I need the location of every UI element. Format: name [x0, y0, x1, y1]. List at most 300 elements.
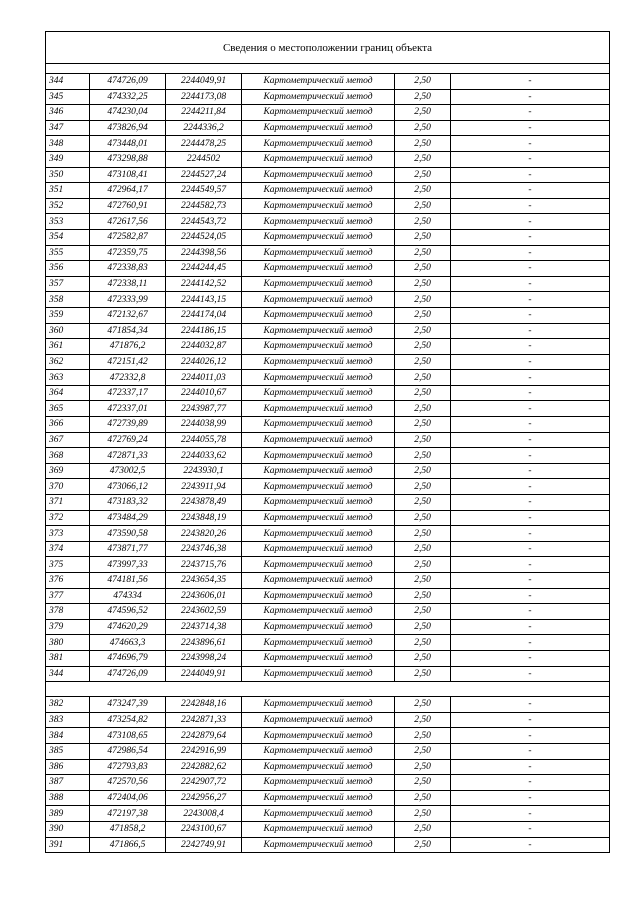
precision-cell: 2,50 [395, 370, 451, 386]
precision-cell: 2,50 [395, 214, 451, 230]
description-cell: - [451, 557, 610, 573]
y-coordinate: 2244543,72 [166, 214, 242, 230]
precision-cell: 2,50 [395, 821, 451, 837]
description-cell: - [451, 167, 610, 183]
method-cell: Картометрический метод [242, 245, 395, 261]
description-cell: - [451, 743, 610, 759]
point-number: 344 [46, 666, 90, 682]
table-row [46, 479, 610, 495]
x-coordinate: 471854,34 [90, 323, 166, 339]
method-cell: Картометрический метод [242, 307, 395, 323]
precision-cell: 2,50 [395, 401, 451, 417]
precision-cell: 2,50 [395, 151, 451, 167]
y-coordinate: 2244549,57 [166, 183, 242, 199]
method-cell: Картометрический метод [242, 323, 395, 339]
x-coordinate: 474596,52 [90, 604, 166, 620]
table-row [46, 759, 610, 775]
point-number: 391 [46, 837, 90, 853]
precision-cell: 2,50 [395, 573, 451, 589]
description-cell: - [451, 292, 610, 308]
description-cell: - [451, 385, 610, 401]
y-coordinate: 2243911,94 [166, 479, 242, 495]
x-coordinate: 472570,56 [90, 775, 166, 791]
precision-cell: 2,50 [395, 697, 451, 713]
precision-cell: 2,50 [395, 635, 451, 651]
y-coordinate: 2243820,26 [166, 526, 242, 542]
y-coordinate: 2243987,77 [166, 401, 242, 417]
y-coordinate: 2243896,61 [166, 635, 242, 651]
x-coordinate: 473108,65 [90, 728, 166, 744]
point-number: 385 [46, 743, 90, 759]
description-cell: - [451, 323, 610, 339]
description-cell: - [451, 229, 610, 245]
table-row [46, 167, 610, 183]
table-row [46, 712, 610, 728]
y-coordinate: 2244049,91 [166, 74, 242, 90]
description-cell: - [451, 619, 610, 635]
point-number: 386 [46, 759, 90, 775]
precision-cell: 2,50 [395, 495, 451, 511]
description-cell: - [451, 463, 610, 479]
precision-cell: 2,50 [395, 526, 451, 542]
table-row [46, 136, 610, 152]
point-number: 381 [46, 650, 90, 666]
description-cell: - [451, 417, 610, 433]
method-cell: Картометрический метод [242, 417, 395, 433]
y-coordinate: 2244143,15 [166, 292, 242, 308]
precision-cell: 2,50 [395, 510, 451, 526]
method-cell: Картометрический метод [242, 790, 395, 806]
description-cell: - [451, 650, 610, 666]
point-number: 350 [46, 167, 90, 183]
description-cell: - [451, 712, 610, 728]
x-coordinate: 474181,56 [90, 573, 166, 589]
point-number: 368 [46, 448, 90, 464]
point-number: 383 [46, 712, 90, 728]
point-number: 364 [46, 385, 90, 401]
y-coordinate: 2244244,45 [166, 261, 242, 277]
x-coordinate: 473183,32 [90, 495, 166, 511]
table-row [46, 432, 610, 448]
x-coordinate: 472337,17 [90, 385, 166, 401]
point-number: 359 [46, 307, 90, 323]
x-coordinate: 473108,41 [90, 167, 166, 183]
x-coordinate: 472964,17 [90, 183, 166, 199]
y-coordinate: 2242871,33 [166, 712, 242, 728]
precision-cell: 2,50 [395, 666, 451, 682]
table-row [46, 604, 610, 620]
description-cell: - [451, 541, 610, 557]
precision-cell: 2,50 [395, 541, 451, 557]
point-number: 353 [46, 214, 90, 230]
method-cell: Картометрический метод [242, 229, 395, 245]
table-row [46, 495, 610, 511]
table-row [46, 666, 610, 682]
method-cell: Картометрический метод [242, 526, 395, 542]
y-coordinate: 2242907,72 [166, 775, 242, 791]
x-coordinate: 474620,29 [90, 619, 166, 635]
document-title: Сведения о местоположении границ объекта [46, 32, 610, 64]
x-coordinate: 472132,67 [90, 307, 166, 323]
point-number: 355 [46, 245, 90, 261]
method-cell: Картометрический метод [242, 650, 395, 666]
precision-cell: 2,50 [395, 448, 451, 464]
title-row [46, 32, 610, 64]
description-cell: - [451, 635, 610, 651]
table-row [46, 728, 610, 744]
method-cell: Картометрический метод [242, 495, 395, 511]
table-row [46, 354, 610, 370]
y-coordinate: 2244032,87 [166, 339, 242, 355]
method-cell: Картометрический метод [242, 74, 395, 90]
method-cell: Картометрический метод [242, 759, 395, 775]
method-cell: Картометрический метод [242, 666, 395, 682]
method-cell: Картометрический метод [242, 479, 395, 495]
x-coordinate: 472986,54 [90, 743, 166, 759]
precision-cell: 2,50 [395, 588, 451, 604]
table-row [46, 120, 610, 136]
y-coordinate: 2243100,67 [166, 821, 242, 837]
precision-cell: 2,50 [395, 354, 451, 370]
y-coordinate: 2244478,25 [166, 136, 242, 152]
method-cell: Картометрический метод [242, 214, 395, 230]
description-cell: - [451, 806, 610, 822]
y-coordinate: 2244011,03 [166, 370, 242, 386]
x-coordinate: 473871,77 [90, 541, 166, 557]
x-coordinate: 472338,11 [90, 276, 166, 292]
description-cell: - [451, 245, 610, 261]
method-cell: Картометрический метод [242, 167, 395, 183]
table-row [46, 541, 610, 557]
x-coordinate: 472582,87 [90, 229, 166, 245]
y-coordinate: 2244010,67 [166, 385, 242, 401]
method-cell: Картометрический метод [242, 806, 395, 822]
precision-cell: 2,50 [395, 790, 451, 806]
description-cell: - [451, 261, 610, 277]
y-coordinate: 2244142,52 [166, 276, 242, 292]
precision-cell: 2,50 [395, 417, 451, 433]
description-cell: - [451, 151, 610, 167]
y-coordinate: 2243930,1 [166, 463, 242, 479]
point-number: 374 [46, 541, 90, 557]
x-coordinate: 473484,29 [90, 510, 166, 526]
point-number: 347 [46, 120, 90, 136]
table-row [46, 448, 610, 464]
x-coordinate: 473590,58 [90, 526, 166, 542]
method-cell: Картометрический метод [242, 292, 395, 308]
precision-cell: 2,50 [395, 619, 451, 635]
precision-cell: 2,50 [395, 728, 451, 744]
x-coordinate: 472332,8 [90, 370, 166, 386]
y-coordinate: 2243008,4 [166, 806, 242, 822]
point-number: 366 [46, 417, 90, 433]
x-coordinate: 472404,06 [90, 790, 166, 806]
x-coordinate: 473448,01 [90, 136, 166, 152]
table-row [46, 619, 610, 635]
point-number: 345 [46, 89, 90, 105]
y-coordinate: 2244033,62 [166, 448, 242, 464]
description-cell: - [451, 510, 610, 526]
method-cell: Картометрический метод [242, 557, 395, 573]
point-number: 363 [46, 370, 90, 386]
point-number: 382 [46, 697, 90, 713]
table-row [46, 526, 610, 542]
x-coordinate: 473826,94 [90, 120, 166, 136]
description-cell: - [451, 89, 610, 105]
method-cell: Картометрический метод [242, 120, 395, 136]
point-number: 344 [46, 74, 90, 90]
y-coordinate: 2243878,49 [166, 495, 242, 511]
table-row [46, 557, 610, 573]
description-cell: - [451, 401, 610, 417]
description-cell: - [451, 588, 610, 604]
method-cell: Картометрический метод [242, 604, 395, 620]
table-row [46, 385, 610, 401]
precision-cell: 2,50 [395, 759, 451, 775]
precision-cell: 2,50 [395, 463, 451, 479]
table-row [46, 743, 610, 759]
point-number: 371 [46, 495, 90, 511]
description-cell: - [451, 214, 610, 230]
method-cell: Картометрический метод [242, 821, 395, 837]
table-row [46, 775, 610, 791]
table-row [46, 89, 610, 105]
method-cell: Картометрический метод [242, 712, 395, 728]
description-cell: - [451, 837, 610, 853]
precision-cell: 2,50 [395, 136, 451, 152]
precision-cell: 2,50 [395, 650, 451, 666]
point-number: 369 [46, 463, 90, 479]
point-number: 351 [46, 183, 90, 199]
x-coordinate: 471876,2 [90, 339, 166, 355]
table-row [46, 276, 610, 292]
description-cell: - [451, 775, 610, 791]
point-number: 373 [46, 526, 90, 542]
precision-cell: 2,50 [395, 837, 451, 853]
point-number: 370 [46, 479, 90, 495]
point-number: 354 [46, 229, 90, 245]
y-coordinate: 2243746,38 [166, 541, 242, 557]
method-cell: Картометрический метод [242, 89, 395, 105]
point-number: 389 [46, 806, 90, 822]
table-row [46, 229, 610, 245]
table-row [46, 510, 610, 526]
precision-cell: 2,50 [395, 120, 451, 136]
table-row [46, 261, 610, 277]
precision-cell: 2,50 [395, 229, 451, 245]
description-cell: - [451, 759, 610, 775]
y-coordinate: 2244186,15 [166, 323, 242, 339]
precision-cell: 2,50 [395, 261, 451, 277]
table-row [46, 307, 610, 323]
point-number: 348 [46, 136, 90, 152]
precision-cell: 2,50 [395, 167, 451, 183]
point-number: 367 [46, 432, 90, 448]
table-row [46, 323, 610, 339]
precision-cell: 2,50 [395, 198, 451, 214]
method-cell: Картометрический метод [242, 370, 395, 386]
precision-cell: 2,50 [395, 339, 451, 355]
point-number: 352 [46, 198, 90, 214]
description-cell: - [451, 370, 610, 386]
method-cell: Картометрический метод [242, 151, 395, 167]
precision-cell: 2,50 [395, 245, 451, 261]
y-coordinate: 2243602,59 [166, 604, 242, 620]
table-row [46, 650, 610, 666]
table-row [46, 151, 610, 167]
precision-cell: 2,50 [395, 323, 451, 339]
method-cell: Картометрический метод [242, 105, 395, 121]
y-coordinate: 2244336,2 [166, 120, 242, 136]
method-cell: Картометрический метод [242, 541, 395, 557]
table-row [46, 214, 610, 230]
y-coordinate: 2244582,73 [166, 198, 242, 214]
point-number: 360 [46, 323, 90, 339]
method-cell: Картометрический метод [242, 697, 395, 713]
description-cell: - [451, 526, 610, 542]
precision-cell: 2,50 [395, 292, 451, 308]
x-coordinate: 472338,83 [90, 261, 166, 277]
x-coordinate: 473066,12 [90, 479, 166, 495]
precision-cell: 2,50 [395, 604, 451, 620]
precision-cell: 2,50 [395, 743, 451, 759]
y-coordinate: 2244398,56 [166, 245, 242, 261]
y-coordinate: 2244038,99 [166, 417, 242, 433]
precision-cell: 2,50 [395, 557, 451, 573]
method-cell: Картометрический метод [242, 728, 395, 744]
y-coordinate: 2243606,01 [166, 588, 242, 604]
table-row [46, 697, 610, 713]
x-coordinate: 472739,89 [90, 417, 166, 433]
description-cell: - [451, 136, 610, 152]
table-row [46, 463, 610, 479]
table-row [46, 183, 610, 199]
point-number: 384 [46, 728, 90, 744]
description-cell: - [451, 354, 610, 370]
description-cell: - [451, 183, 610, 199]
description-cell: - [451, 448, 610, 464]
x-coordinate: 473247,39 [90, 697, 166, 713]
y-coordinate: 2242956,27 [166, 790, 242, 806]
table-row [46, 635, 610, 651]
x-coordinate: 471866,5 [90, 837, 166, 853]
point-number: 378 [46, 604, 90, 620]
x-coordinate: 474230,04 [90, 105, 166, 121]
table-row [46, 837, 610, 853]
table-row [46, 292, 610, 308]
description-cell: - [451, 479, 610, 495]
point-number: 362 [46, 354, 90, 370]
description-cell: - [451, 307, 610, 323]
point-number: 377 [46, 588, 90, 604]
x-coordinate: 473298,88 [90, 151, 166, 167]
y-coordinate: 2244049,91 [166, 666, 242, 682]
description-cell: - [451, 276, 610, 292]
point-number: 358 [46, 292, 90, 308]
table-row [46, 401, 610, 417]
table-row [46, 806, 610, 822]
method-cell: Картометрический метод [242, 635, 395, 651]
x-coordinate: 472769,24 [90, 432, 166, 448]
y-coordinate: 2244527,24 [166, 167, 242, 183]
precision-cell: 2,50 [395, 479, 451, 495]
point-number: 357 [46, 276, 90, 292]
x-coordinate: 474332,25 [90, 89, 166, 105]
description-cell: - [451, 495, 610, 511]
description-cell: - [451, 198, 610, 214]
method-cell: Картометрический метод [242, 837, 395, 853]
table-row [46, 198, 610, 214]
precision-cell: 2,50 [395, 183, 451, 199]
y-coordinate: 2243715,76 [166, 557, 242, 573]
y-coordinate: 2243654,35 [166, 573, 242, 589]
y-coordinate: 2242882,62 [166, 759, 242, 775]
table-row [46, 74, 610, 90]
y-coordinate: 2244055,78 [166, 432, 242, 448]
point-number: 379 [46, 619, 90, 635]
description-cell: - [451, 573, 610, 589]
spacer-row [46, 64, 610, 74]
y-coordinate: 2242848,16 [166, 697, 242, 713]
method-cell: Картометрический метод [242, 463, 395, 479]
x-coordinate: 474726,09 [90, 74, 166, 90]
x-coordinate: 472793,83 [90, 759, 166, 775]
x-coordinate: 472197,38 [90, 806, 166, 822]
description-cell: - [451, 728, 610, 744]
x-coordinate: 472333,99 [90, 292, 166, 308]
x-coordinate: 474696,79 [90, 650, 166, 666]
point-number: 387 [46, 775, 90, 791]
point-number: 380 [46, 635, 90, 651]
precision-cell: 2,50 [395, 74, 451, 90]
description-cell: - [451, 432, 610, 448]
y-coordinate: 2242749,91 [166, 837, 242, 853]
y-coordinate: 2243998,24 [166, 650, 242, 666]
y-coordinate: 2244174,04 [166, 307, 242, 323]
precision-cell: 2,50 [395, 775, 451, 791]
point-number: 361 [46, 339, 90, 355]
x-coordinate: 474663,3 [90, 635, 166, 651]
y-coordinate: 2243714,38 [166, 619, 242, 635]
y-coordinate: 2244211,84 [166, 105, 242, 121]
method-cell: Картометрический метод [242, 588, 395, 604]
point-number: 376 [46, 573, 90, 589]
description-cell: - [451, 339, 610, 355]
description-cell: - [451, 74, 610, 90]
table-row [46, 790, 610, 806]
point-number: 388 [46, 790, 90, 806]
x-coordinate: 473254,82 [90, 712, 166, 728]
precision-cell: 2,50 [395, 432, 451, 448]
description-cell: - [451, 790, 610, 806]
method-cell: Картометрический метод [242, 743, 395, 759]
description-cell: - [451, 120, 610, 136]
precision-cell: 2,50 [395, 89, 451, 105]
y-coordinate: 2242916,99 [166, 743, 242, 759]
description-cell: - [451, 105, 610, 121]
method-cell: Картометрический метод [242, 339, 395, 355]
method-cell: Картометрический метод [242, 354, 395, 370]
table-row [46, 588, 610, 604]
point-number: 365 [46, 401, 90, 417]
x-coordinate: 472359,75 [90, 245, 166, 261]
table-row [46, 105, 610, 121]
y-coordinate: 2244026,12 [166, 354, 242, 370]
x-coordinate: 472151,42 [90, 354, 166, 370]
method-cell: Картометрический метод [242, 448, 395, 464]
precision-cell: 2,50 [395, 806, 451, 822]
y-coordinate: 2244173,08 [166, 89, 242, 105]
